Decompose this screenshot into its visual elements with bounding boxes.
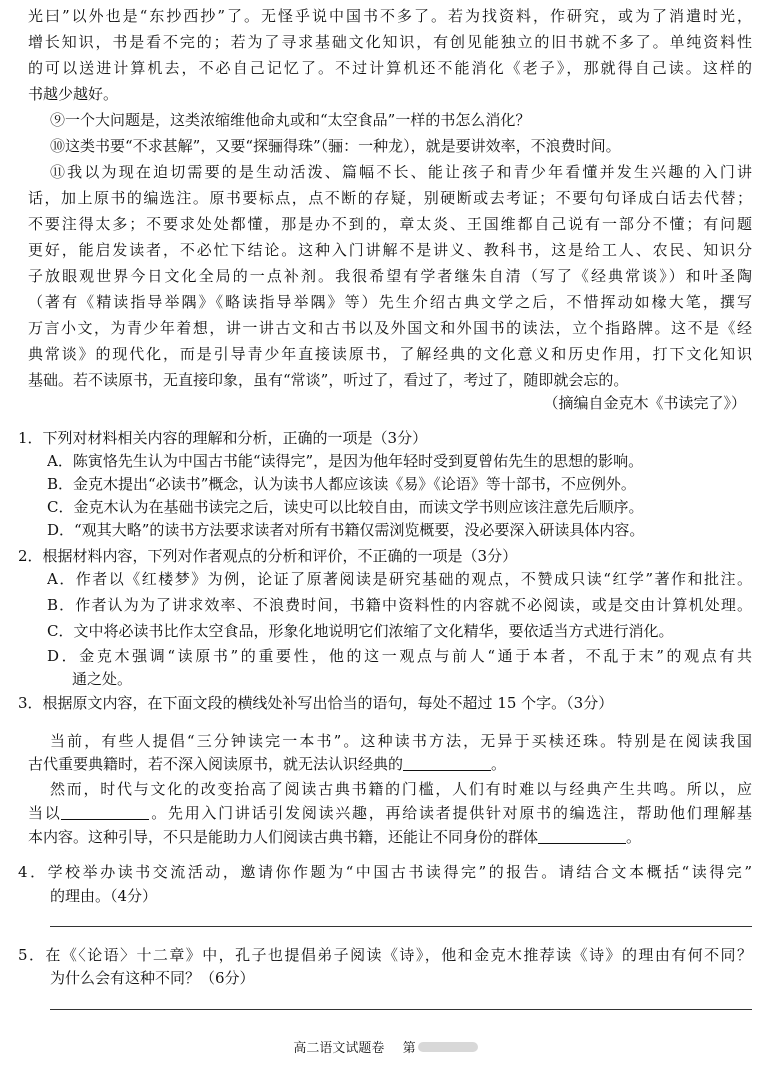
answer-blank-1[interactable] [403,756,491,771]
page-footer [0,1040,771,1058]
punctuation: 。 [491,755,507,773]
question-3-text: 当前，有些人提倡“三分钟读完一本书”。这种读书方法，无异于买椟还珠。特别是在阅读我国 [50,732,752,750]
passage-line: 典常谈》的现代化，而是引导青少年直接读原书，了解经典的文化意义和历史作用，打下文化知识 [28,345,752,363]
paragraph-9: ⑨一个大问题是，这类浓缩维他命丸或和“太空食品”一样的书怎么消化？ [50,111,531,129]
passage-line: 的可以送进计算机去，不必自己记忆了。不过计算机还不能消化《老子》，那就得自己读。这样的 [28,59,752,77]
question-1-option-d: D．“观其大略”的读书方法要求读者对所有书籍仅需浏览概要，没必要深入研读具体内容。 [47,521,645,539]
passage-line: 增长知识，书是看不完的；若为了寻求基础文化知识，有创见能独立的旧书就不多了。单纯资料性 [28,33,752,51]
punctuation: 。 [626,828,642,846]
passage-line: 光曰”以外也是“东抄西抄”了。无怪乎说中国书不多了。若为找资料，作研究，或为了消遣时光， [28,7,752,25]
question-2-option-b: B．作者认为为了讲求效率、不浪费时间，书籍中资料性的内容就不必阅读，或是交由计算机处理。 [47,596,752,614]
footer-title: 高二语文试题卷 [293,1041,385,1056]
question-1-option-a: A．陈寅恪先生认为中国古书能“读得完”，是因为他年轻时受到夏曾佑先生的思想的影响。 [47,452,644,470]
passage-line: 子放眼观世界今日文化全局的一点补剂。我很希望有学者继朱自清（写了《经典常谈》）和叶圣陶 [28,267,752,285]
question-3-text-segment: 当以 [28,804,62,822]
question-5-stem: 5．在《〈论语〉十二章》中，孔子也提倡弟子阅读《诗》，他和金克木推荐读《诗》的理由有何不同？ [18,946,752,964]
question-4-stem-cont: 的理由。（4分） [50,887,158,905]
passage-line: 不要注得太多；不要求处处都懂，那是办不到的，章太炎、王国维都自己说有一部分不懂；有问题 [28,215,752,233]
source-citation: （摘编自金克木《书读完了》） [543,394,746,412]
answer-line-5[interactable] [50,1009,752,1010]
question-2-option-a: A．作者以《红楼梦》为例，论证了原著阅读是研究基础的观点，不赞成只读“红学”著作和批注。 [47,570,752,588]
question-2-option-d: D．金克木强调“读原书”的重要性，他的这一观点与前人“通于本者，不乱于末”的观点有共 [47,647,752,665]
passage-line: 万言小文，为青少年着想，讲一讲古文和古书以及外国文和外国书的读法，立个指路牌。这不是《经 [28,319,752,337]
answer-blank-3[interactable] [538,829,626,844]
question-3-text: 然而，时代与文化的改变抬高了阅读古典书籍的门槛，人们有时难以与经典产生共鸣。所以，应 [50,780,752,798]
question-3-text [28,826,752,848]
question-3-text [28,753,752,775]
answer-line-4[interactable] [50,926,752,927]
question-5-stem-cont: 为什么会有这种不同？（6分） [50,969,255,987]
answer-blank-2[interactable] [61,805,149,820]
paragraph-11-first-line: ⑪我以为现在迫切需要的是生动活泼、篇幅不长、能让孩子和青少年看懂并发生兴趣的入门讲 [50,163,752,181]
smudge-mark [418,1042,478,1052]
passage-line: 书越少越好。 [28,85,119,103]
footer-page-prefix: 第 [402,1041,416,1056]
passage-line: 基础。若不读原书，无直接印象，虽有“常谈”，听过了，看过了，考过了，随即就会忘的。 [28,371,629,389]
passage-line: （著有《精读指导举隅》《略读指导举隅》等）先生介绍古典文学之后，不惜挥动如椽大笔，撰写 [28,293,752,311]
passage-line: 话，加上原书的编选注。原书要标点，点不断的存疑，别硬断或去考证；不要句句译成白话去代替； [28,189,752,207]
paragraph-10: ⑩这类书要“不求甚解”，又要“探骊得珠”（骊：一种龙），就是要讲效率，不浪费时间。 [50,137,621,155]
question-2-option-c: C．文中将必读书比作太空食品，形象化地说明它们浓缩了文化精华，要依适当方式进行消化。 [47,622,674,640]
question-3-text-segment: 本内容。这种引导，不只是能助力人们阅读古典书籍，还能让不同身份的群体 [28,828,539,846]
question-3-text-segment: 古代重要典籍时，若不深入阅读原书，就无法认识经典的 [28,755,404,773]
question-3-stem: 3．根据原文内容，在下面文段的横线处补写出恰当的语句，每处不超过 15 个字。（3分） [18,694,614,712]
question-1-stem: 1．下列对材料相关内容的理解和分析，正确的一项是（3分） [18,429,428,447]
question-3-text-segment: 。先用入门讲话引发阅读兴趣，再给读者提供针对原书的编选注，帮助他们理解基 [149,804,752,822]
question-3-text [28,802,752,824]
question-2-stem: 2．根据材料内容，下列对作者观点的分析和评价，不正确的一项是（3分） [18,547,518,565]
question-1-option-b: B．金克木提出“必读书”概念，认为读书人都应该读《易》《论语》等十部书，不应例外。 [47,475,636,493]
question-4-stem: 4．学校举办读书交流活动，邀请你作题为“中国古书读得完”的报告。请结合文本概括“读得完” [18,863,752,881]
question-2-option-d-cont: 通之处。 [72,670,133,688]
passage-line: 更好，能启发读者，不必忙下结论。这种入门讲解不是讲义、教科书，这是给工人、农民、知识分 [28,241,752,259]
question-1-option-c: C．金克木认为在基础书读完之后，读史可以比较自由，而读文学书则应该注意先后顺序。 [47,498,644,516]
